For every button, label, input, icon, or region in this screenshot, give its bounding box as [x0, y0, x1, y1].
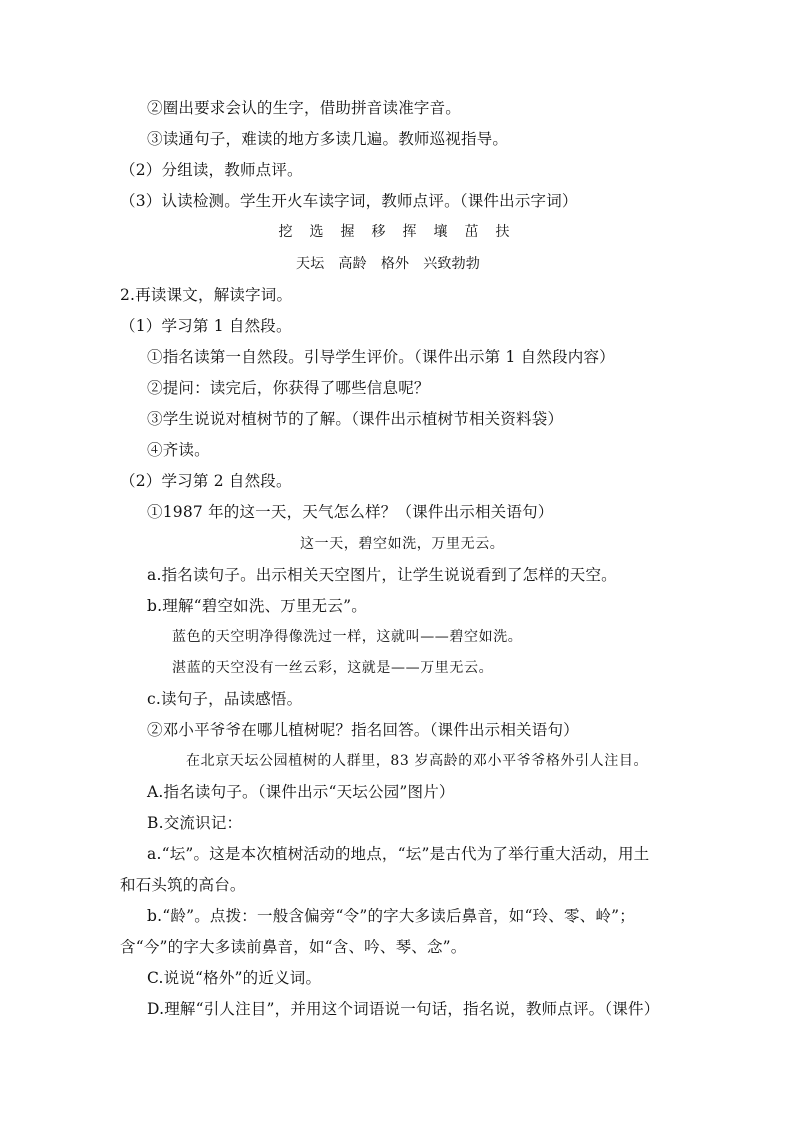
character-item: 移	[371, 224, 386, 240]
text-line: ②邓小平爷爷在哪儿植树呢？指名回答。（课件出示相关语句）	[147, 721, 579, 739]
word-item: 天坛	[296, 256, 325, 272]
quoted-sentence: 这一天，碧空如洗，万里无云。	[300, 536, 505, 552]
text-line: （2）分组读，教师点评。	[120, 161, 303, 179]
section-heading: 2.再读课文，解读字词。	[120, 286, 293, 304]
character-item: 挥	[402, 224, 417, 240]
word-list	[296, 254, 494, 274]
text-line: B.交流识记：	[147, 814, 243, 832]
text-line: b.“龄”。点拨：一般含偏旁“令”的字大多读后鼻音，如“玲、零、岭”；	[147, 907, 635, 925]
text-line: ②提问：读完后，你获得了哪些信息呢？	[147, 379, 430, 397]
text-line: c.读句子，品读感悟。	[147, 690, 303, 708]
quoted-sentence: 湛蓝的天空没有一丝云彩，这就是——万里无云。	[172, 660, 494, 676]
text-line: a.指名读句子。出示相关天空图片，让学生说说看到了怎样的天空。	[147, 566, 617, 584]
character-list	[270, 222, 518, 242]
character-item: 扶	[495, 224, 510, 240]
text-line: b.理解“碧空如洗、万里无云”。	[147, 597, 367, 615]
text-line: 含“今”的字大多读前鼻音，如“含、吟、琴、念”。	[120, 938, 467, 956]
text-line: ③学生说说对植树节的了解。（课件出示植树节相关资料袋）	[147, 410, 564, 428]
quoted-sentence: 蓝色的天空明净得像洗过一样，这就叫——碧空如洗。	[172, 629, 523, 645]
character-item: 茁	[464, 224, 479, 240]
character-item: 壤	[433, 224, 448, 240]
text-line: ①指名读第一自然段。引导学生评价。（课件出示第 1 自然段内容）	[147, 348, 615, 366]
character-item: 选	[309, 224, 324, 240]
text-line: a.“坛”。这是本次植树活动的地点，“坛”是古代为了举行重大活动，用土	[147, 845, 650, 863]
word-item: 格外	[380, 256, 410, 272]
text-line: ②圈出要求会认的生字，借助拼音读准字音。	[147, 99, 462, 117]
text-line: C.说说“格外”的近义词。	[147, 969, 322, 987]
text-line: （3）认读检测。学生开火车读字词，教师点评。（课件出示字词）	[120, 192, 578, 210]
word-item: 兴致勃勃	[423, 256, 481, 272]
text-line: （1）学习第 1 自然段。	[120, 317, 292, 335]
text-line: ③读通句子，难读的地方多读几遍。教师巡视指导。	[147, 130, 509, 148]
text-line: ①1987 年的这一天，天气怎么样？（课件出示相关语句）	[147, 503, 554, 521]
character-item: 握	[340, 224, 355, 240]
text-line: A.指名读句子。（课件出示“天坛公园”图片）	[147, 783, 455, 801]
text-line: D.理解“引人注目”，并用这个词语说一句话，指名说，教师点评。（课件）	[147, 1000, 660, 1018]
character-item: 挖	[278, 224, 293, 240]
text-line: （2）学习第 2 自然段。	[120, 472, 292, 490]
text-line: 和石头筑的高台。	[120, 876, 246, 894]
text-line: ④齐读。	[147, 441, 210, 459]
word-item: 高龄	[338, 256, 367, 272]
quoted-sentence: 在北京天坛公园植树的人群里，83 岁高龄的邓小平爷爷格外引人注目。	[186, 753, 649, 769]
